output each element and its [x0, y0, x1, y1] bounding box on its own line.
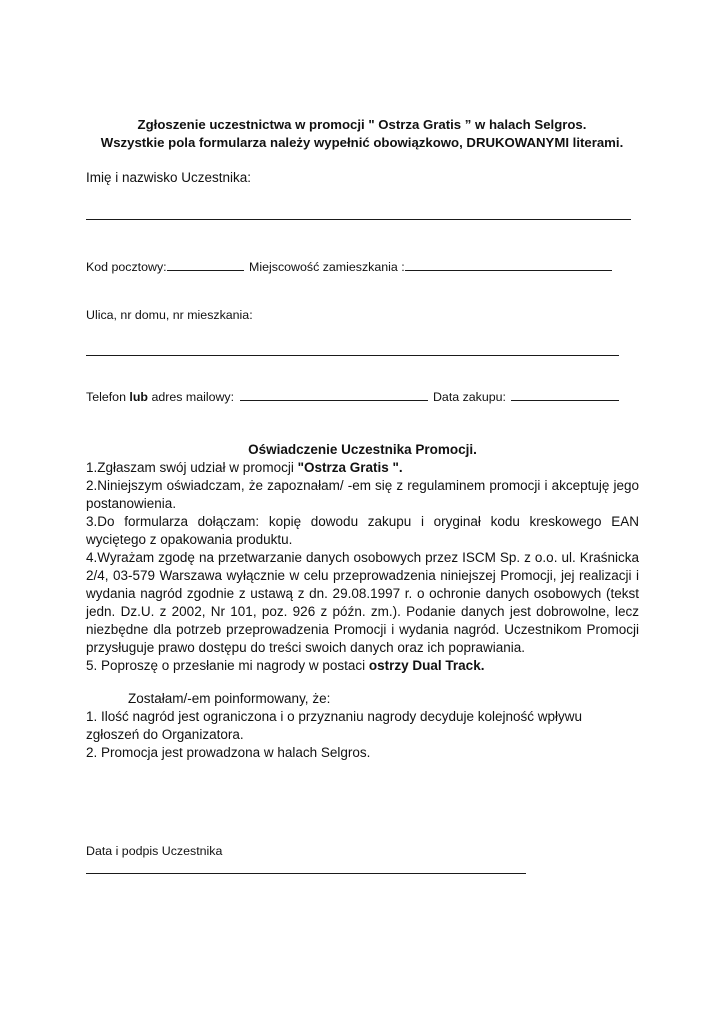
declaration-item-3: 3.Do formularza dołączam: kopię dowodu zakupu i oryginał kodu kreskowego EAN wyciętego z opakowania produktu. [86, 514, 639, 547]
name-field-line[interactable] [86, 219, 631, 220]
information-item-2: 2. Promocja jest prowadzona w halach Selgros. [86, 745, 371, 760]
street-field-line[interactable] [86, 355, 619, 356]
city-label: Miejscowość zamieszkania : [249, 260, 405, 274]
postal-city-row [86, 259, 612, 274]
declaration-item-2: 2.Niniejszym oświadczam, że zapoznałam/ -em się z regulaminem promocji i akceptuję jego postanowienia. [86, 478, 639, 511]
declaration-item-5: 5. Poproszę o przesłanie mi nagrody w postaci ostrzy Dual Track. [86, 658, 485, 673]
information-section [86, 690, 639, 762]
signature-line[interactable] [86, 873, 526, 874]
declaration-section [86, 441, 639, 675]
purchase-date-label: Data zakupu: [432, 390, 506, 404]
contact-label: Telefon lub adres mailowy: [86, 390, 235, 404]
information-item-1: 1. Ilość nagród jest ograniczona i o przyznaniu nagrody decyduje kolejność wpływu zgłoszeń do Organizatora. [86, 709, 583, 742]
form-title: Zgłoszenie uczestnictwa w promocji " Ostrza Gratis ” w halach Selgros. [137, 117, 587, 132]
postal-code-field[interactable] [167, 259, 244, 271]
declaration-item-1: 1.Zgłaszam swój udział w promocji "Ostrza Gratis ". [86, 460, 403, 475]
contact-row [86, 389, 619, 404]
postal-code-label: Kod pocztowy: [86, 260, 167, 274]
contact-field[interactable] [240, 389, 428, 401]
name-label: Imię i nazwisko Uczestnika: [86, 170, 252, 185]
city-field[interactable] [405, 259, 612, 271]
form-instructions: Wszystkie pola formularza należy wypełnić obowiązkowo, DRUKOWANYMI literami. [100, 135, 624, 150]
street-label: Ulica, nr domu, nr mieszkania: [86, 308, 253, 322]
declaration-item-4: 4.Wyrażam zgodę na przetwarzanie danych osobowych przez ISCM Sp. z o.o. ul. Kraśnicka 2/4, 03-579 Warszawa wyłącznie w celu przeprowadzenia niniejszej Promocji, jej realizacji i wydania nagród zgodnie z ustawą z dn. 29.08.1997 r. o ochronie danych osobowych (tekst jedn. Dz.U. z 2002, Nr 101, poz. 926 z późn. zm.). Podanie danych jest dobrowolne, lecz niezbędne dla potrzeb przeprowadzenia Promocji i wydania nagród. Uczestnikom Promocji przysługuje prawo dostępu do treści swoich danych oraz ich poprawiania. [86, 550, 639, 655]
information-intro: Zostałam/-em poinformowany, że: [128, 691, 331, 706]
declaration-heading: Oświadczenie Uczestnika Promocji. [248, 442, 477, 457]
purchase-date-field[interactable] [511, 389, 619, 401]
signature-label: Data i podpis Uczestnika [86, 844, 223, 858]
